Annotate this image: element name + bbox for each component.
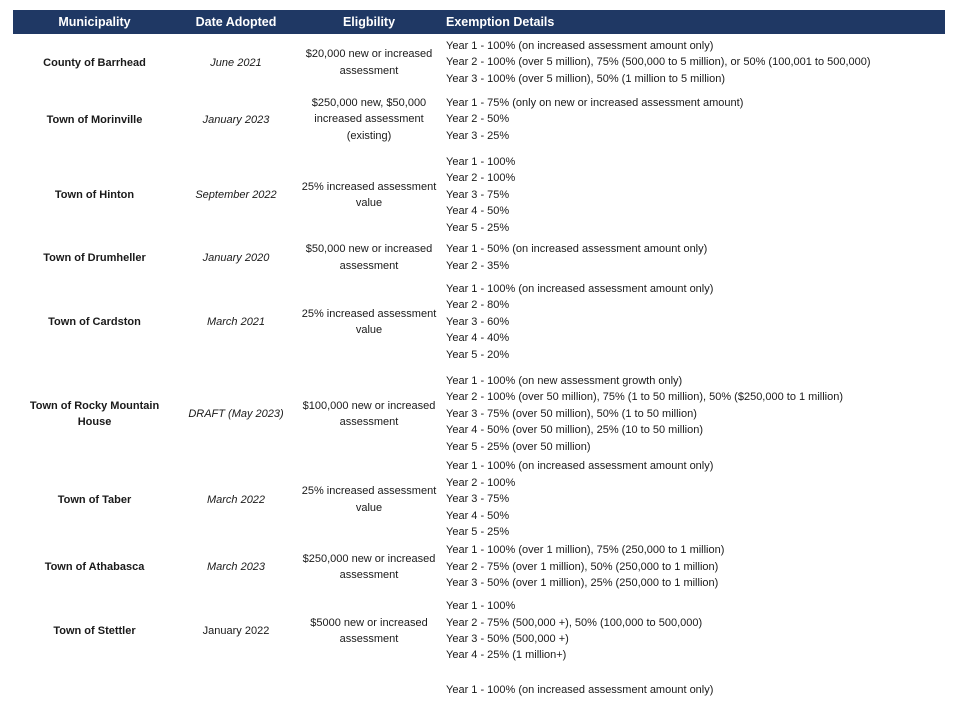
detail-line: Year 4 - 50% [446, 509, 510, 522]
detail-line: Year 2 - 80% [446, 299, 510, 312]
cell-exemption-details [442, 592, 945, 670]
detail-line: Year 3 - 60% [446, 315, 510, 328]
detail-line: Year 3 - 75% [446, 188, 510, 201]
detail-line: Year 3 - 75% (over 50 million), 50% (1 to 50 million) [446, 407, 697, 420]
detail-line: Year 4 - 50% (over 50 million), 25% (10 to 50 million) [446, 424, 703, 437]
cell-eligibility: $100,000 new or increased assessment [302, 399, 436, 428]
cell-date-adopted: DRAFT (May 2023) [188, 408, 284, 420]
cell-date-adopted: March 2021 [206, 316, 266, 328]
detail-line: Year 4 - 40% [446, 332, 510, 345]
table-row [13, 273, 945, 371]
cell-exemption-details [442, 457, 945, 542]
detail-line: Year 2 - 75% (over 1 million), 50% (250,000 to 1 million) [446, 560, 719, 573]
cell-exemption-details [442, 676, 945, 704]
cell-municipality: Town of Drumheller [43, 251, 146, 264]
cell-exemption-details [442, 91, 945, 148]
detail-line: Year 2 - 100% (over 5 million), 75% (500,000 to 5 million), or 50% (100,001 to 500,000) [446, 56, 871, 69]
cell-date-adopted [176, 676, 296, 704]
cell-municipality: County of Barrhead [43, 56, 146, 69]
detail-line: Year 1 - 50% (on increased assessment amount only) [446, 243, 708, 256]
detail-line: Year 1 - 100% (on increased assessment amount only) [446, 460, 714, 473]
detail-line: Year 5 - 25% (over 50 million) [446, 440, 591, 453]
table-row [13, 542, 945, 592]
cell-exemption-details [442, 371, 945, 457]
header-date-adopted: Date Adopted [195, 15, 277, 29]
detail-line: Year 3 - 50% (over 1 million), 25% (250,000 to 1 million) [446, 577, 719, 590]
table-row [13, 676, 945, 704]
detail-line: Year 2 - 100% [446, 476, 516, 489]
detail-line: Year 2 - 50% [446, 113, 510, 126]
cell-eligibility: $50,000 new or increased assessment [305, 243, 433, 272]
detail-line: Year 3 - 50% (500,000 +) [446, 633, 569, 645]
header-municipality: Municipality [58, 15, 131, 29]
cell-eligibility: $250,000 new or increased assessment [302, 552, 436, 581]
table-row [13, 592, 945, 670]
cell-exemption-details [442, 542, 945, 592]
table-row [13, 34, 945, 91]
detail-line: Year 2 - 100% [446, 172, 516, 185]
cell-eligibility: $5000 new or increased assessment [310, 616, 428, 645]
detail-line: Year 1 - 100% (on new assessment growth only) [446, 374, 683, 387]
exemption-table [13, 10, 945, 704]
detail-line: Year 2 - 75% (500,000 +), 50% (100,000 to 500,000) [446, 616, 703, 629]
cell-eligibility: 25% increased assessment value [301, 485, 437, 514]
detail-line: Year 2 - 35% [446, 259, 510, 272]
cell-eligibility: $20,000 new or increased assessment [305, 48, 433, 77]
detail-line: Year 3 - 75% [446, 493, 510, 506]
table-row [13, 457, 945, 542]
cell-eligibility: 25% increased assessment value [301, 180, 437, 209]
detail-line: Year 1 - 100% (over 1 million), 75% (250,000 to 1 million) [446, 544, 725, 557]
cell-municipality: Town of Morinville [46, 113, 143, 126]
detail-line: Year 3 - 100% (over 5 million), 50% (1 million to 5 million) [446, 72, 725, 85]
cell-eligibility [296, 676, 442, 704]
cell-eligibility: 25% increased assessment value [301, 307, 437, 336]
header-eligibility: Eligbility [342, 15, 396, 29]
cell-date-adopted: March 2023 [206, 561, 266, 573]
table-header [13, 10, 945, 34]
cell-eligibility: $250,000 new, $50,000 increased assessment (existing) [311, 96, 427, 142]
cell-date-adopted: January 2020 [202, 251, 270, 264]
table-row [13, 242, 945, 273]
table-row [13, 148, 945, 242]
detail-line: Year 1 - 100% (on increased assessment amount only) [446, 683, 714, 696]
detail-line: Year 2 - 100% (over 50 million), 75% (1 to 50 million), 50% ($250,000 to 1 million) [446, 391, 844, 404]
detail-line: Year 4 - 50% [446, 205, 510, 218]
cell-date-adopted: September 2022 [195, 189, 277, 201]
cell-municipality [13, 676, 176, 704]
cell-date-adopted: January 2023 [202, 113, 270, 126]
cell-municipality: Town of Hinton [54, 189, 135, 201]
cell-municipality: Town of Rocky Mountain House [29, 400, 160, 428]
cell-exemption-details [442, 273, 945, 371]
cell-date-adopted: June 2021 [210, 56, 262, 69]
detail-line: Year 1 - 100% [446, 600, 516, 613]
header-exemption-details: Exemption Details [446, 15, 555, 29]
detail-line: Year 1 - 100% (on increased assessment amount only) [446, 282, 714, 295]
cell-exemption-details [442, 34, 945, 91]
cell-date-adopted: January 2022 [202, 625, 270, 637]
cell-municipality: Town of Cardston [48, 316, 141, 328]
cell-municipality: Town of Athabasca [44, 561, 145, 573]
detail-line: Year 1 - 100% [446, 155, 516, 168]
table-row [13, 91, 945, 148]
table-row [13, 371, 945, 457]
cell-date-adopted: March 2022 [206, 493, 266, 506]
detail-line: Year 5 - 25% [446, 526, 510, 539]
detail-line: Year 5 - 25% [446, 221, 510, 234]
detail-line: Year 1 - 75% (only on new or increased assessment amount) [446, 96, 744, 109]
detail-line: Year 3 - 25% [446, 129, 510, 142]
detail-line: Year 4 - 25% (1 million+) [446, 649, 567, 662]
cell-municipality: Town of Stettler [53, 625, 136, 637]
table-body [13, 34, 945, 704]
cell-exemption-details [442, 148, 945, 242]
cell-municipality: Town of Taber [57, 493, 132, 506]
detail-line: Year 5 - 20% [446, 348, 510, 361]
cell-exemption-details [442, 242, 945, 273]
detail-line: Year 1 - 100% (on increased assessment amount only) [446, 39, 714, 52]
